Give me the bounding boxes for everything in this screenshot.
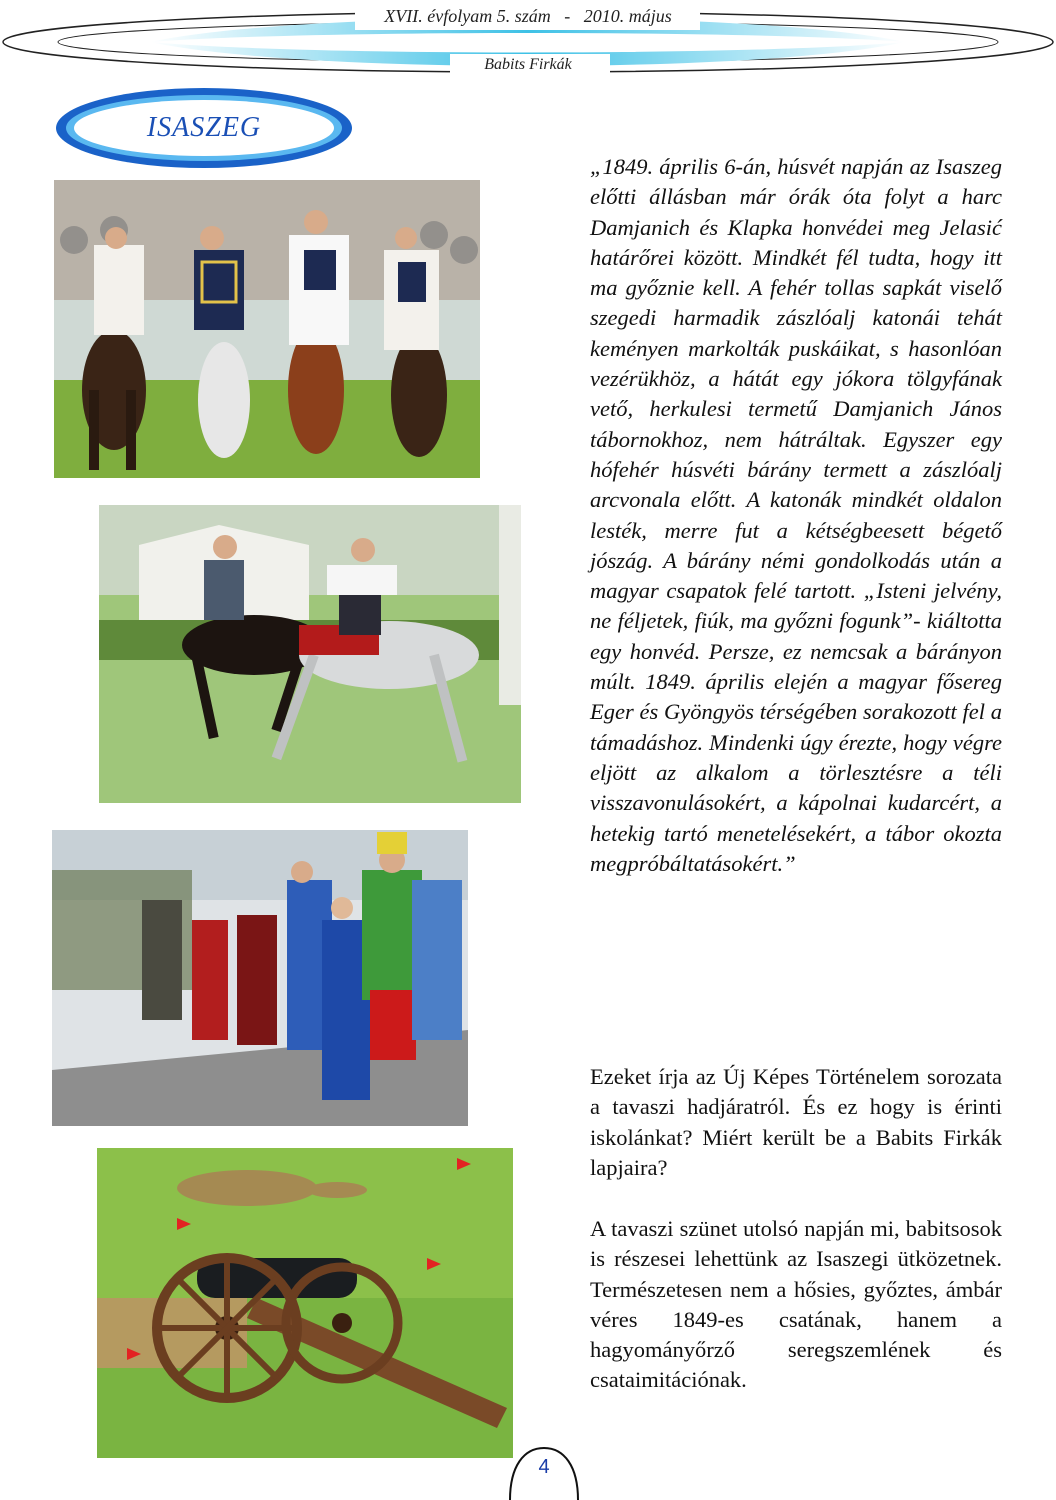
article-quote: „1849. április 6-án, húsvét napján az Isaszeg előtti állásban már órák óta folyt a harc Damjanich és Klapka honvédei meg Jelasić határőrei között. Mindkét fél tudta, hogy itt ma győznie kell. A fehér tollas sapkát viselő szegedi harmadik zászlóalj katonái tehát keményen markolták puskáikat, s hasonlóan vezérükhöz, a hátát egy jókora tölgyfának vető, herkulesi termetű Damjanich János tábornokhoz, nem hátráltak. Egyszer egy hófehér húsvéti bárány termett a zászlóalj arcvonala előtt. A katonák mindkét oldalon lesték, merre fut a kétségbeesett bégető jószág. A bárány némi gondolkodás után a magyar csapatok felé tartott. „Isteni jelvény, ne féljetek, fiúk, ma győzni fogunk”- kiáltotta egy honvéd. Persze, ez nemcsak a bárányon múlt. 1849. április elején a magyar fősereg Eger és Gyöngyös térségében sorakozott fel a támadáshoz. Mindenki úgy érezte, hogy végre eljött az alkalom a törlesztésre a téli visszavonulásokért, a kápolnai kudarcért, a hetekig tartó menetelésekért, a tábor okozta megpróbáltatásokért.” [590, 154, 1002, 876]
issue-info: XVII. évfolyam 5. szám - 2010. május [384, 6, 672, 26]
publication-name: Babits Firkák [484, 56, 572, 73]
page-number: 4 [538, 1456, 550, 1478]
page-number-badge [504, 1436, 584, 1500]
section-title: ISASZEG [146, 112, 262, 143]
page-header [0, 0, 1056, 80]
article-paragraph-3: A tavaszi szünet utolsó napján mi, babitsosok is részesei lehettünk az Isaszegi ütközetnek. Természetesen nem a hősies, győztes, ámbár véres 1849-es csatának, hanem a hagyományőrző seregszemlének és csataimitációnak. [590, 1216, 1002, 1393]
hussar-cavalry-photo [54, 180, 480, 478]
costumed-procession-photo [52, 830, 468, 1126]
riders-galloping-photo [99, 505, 521, 803]
article-paragraph-2: Ezeket írja az Új Képes Történelem sorozata a tavaszi hadjáratról. És ez hogy is érinti iskolánkat? Miért került be a Babits Firkák lapjaira? [590, 1064, 1002, 1180]
section-title-badge [52, 84, 356, 172]
cannon-photo [97, 1148, 513, 1458]
